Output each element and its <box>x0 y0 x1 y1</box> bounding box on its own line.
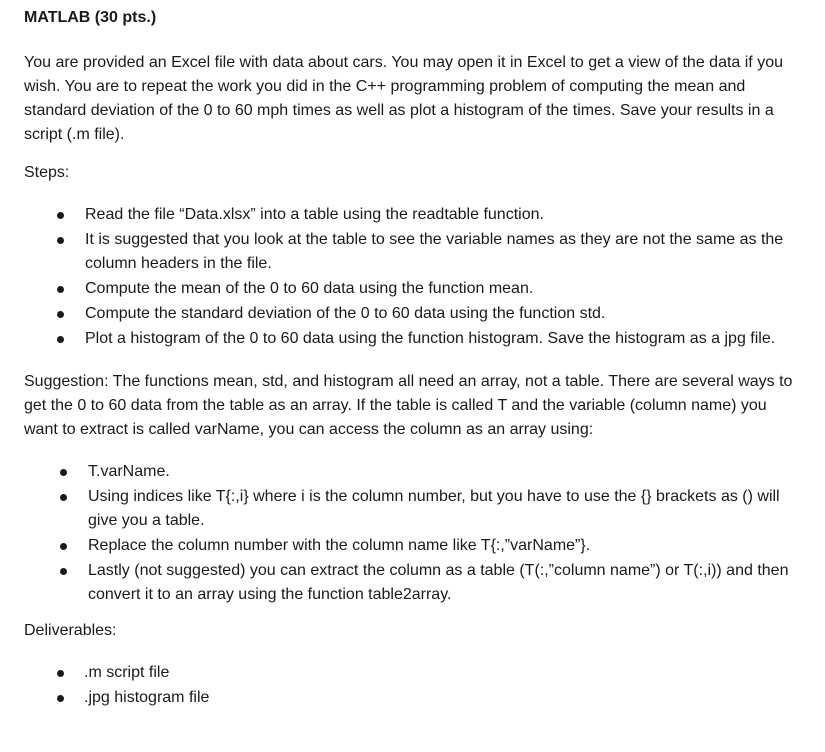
bullet-icon <box>60 543 67 550</box>
list-item <box>24 485 804 533</box>
steps-list <box>24 203 804 351</box>
bullet-icon <box>60 469 67 476</box>
list-item <box>24 277 804 301</box>
list-item <box>24 686 804 710</box>
list-item <box>24 302 804 326</box>
bullet-icon <box>57 695 64 702</box>
bullet-icon <box>57 336 64 343</box>
bullet-icon <box>57 212 64 219</box>
ways-list <box>24 460 804 607</box>
list-item <box>24 460 804 484</box>
step-text: Compute the mean of the 0 to 60 data using the function mean. <box>85 280 534 297</box>
list-item <box>24 534 804 558</box>
way-text: Lastly (not suggested) you can extract the column as a table (T(:,”column name”) or T(:,i)) and then convert it to an array using the function table2array. <box>88 562 789 603</box>
step-text: Plot a histogram of the 0 to 60 data using the function histogram. Save the histogram as a jpg file. <box>85 330 776 347</box>
list-item <box>24 228 804 276</box>
deliverables-list <box>24 661 804 710</box>
deliverable-text: .m script file <box>84 664 170 681</box>
step-text: Compute the standard deviation of the 0 to 60 data using the function std. <box>85 305 606 322</box>
suggestion-paragraph: Suggestion: The functions mean, std, and histogram all need an array, not a table. There are several ways to get the 0 to 60 data from the table as an array. If the table is called T and the variable (column name) you want to extract is called varName, you can access the column as an array using: <box>24 373 793 438</box>
list-item <box>24 661 804 685</box>
document-page <box>24 6 804 711</box>
bullet-icon <box>60 568 67 575</box>
bullet-icon <box>60 494 67 501</box>
intro-paragraph: You are provided an Excel file with data about cars. You may open it in Excel to get a view of the data if you wish. You are to repeat the work you did in the C++ programming problem of computing the mean and standard deviation of the 0 to 60 mph times as well as plot a histogram of the times. Save your results in a script (.m file). <box>24 54 783 143</box>
way-text: T.varName. <box>88 463 170 480</box>
page-title: MATLAB (30 pts.) <box>24 9 157 26</box>
bullet-icon <box>57 237 64 244</box>
bullet-icon <box>57 286 64 293</box>
list-item <box>24 559 804 607</box>
list-item <box>24 327 804 351</box>
deliverables-heading: Deliverables: <box>24 622 117 639</box>
step-text: It is suggested that you look at the table to see the variable names as they are not the same as the column headers in the file. <box>85 231 784 272</box>
way-text: Replace the column number with the column name like T{:,”varName”}. <box>88 537 591 554</box>
way-text: Using indices like T{:,i} where i is the column number, but you have to use the {} brackets as () will give you a table. <box>88 488 780 529</box>
bullet-icon <box>57 670 64 677</box>
steps-heading: Steps: <box>24 164 70 181</box>
deliverable-text: .jpg histogram file <box>84 689 210 706</box>
list-item <box>24 203 804 227</box>
bullet-icon <box>57 311 64 318</box>
step-text: Read the file “Data.xlsx” into a table using the readtable function. <box>85 206 544 223</box>
